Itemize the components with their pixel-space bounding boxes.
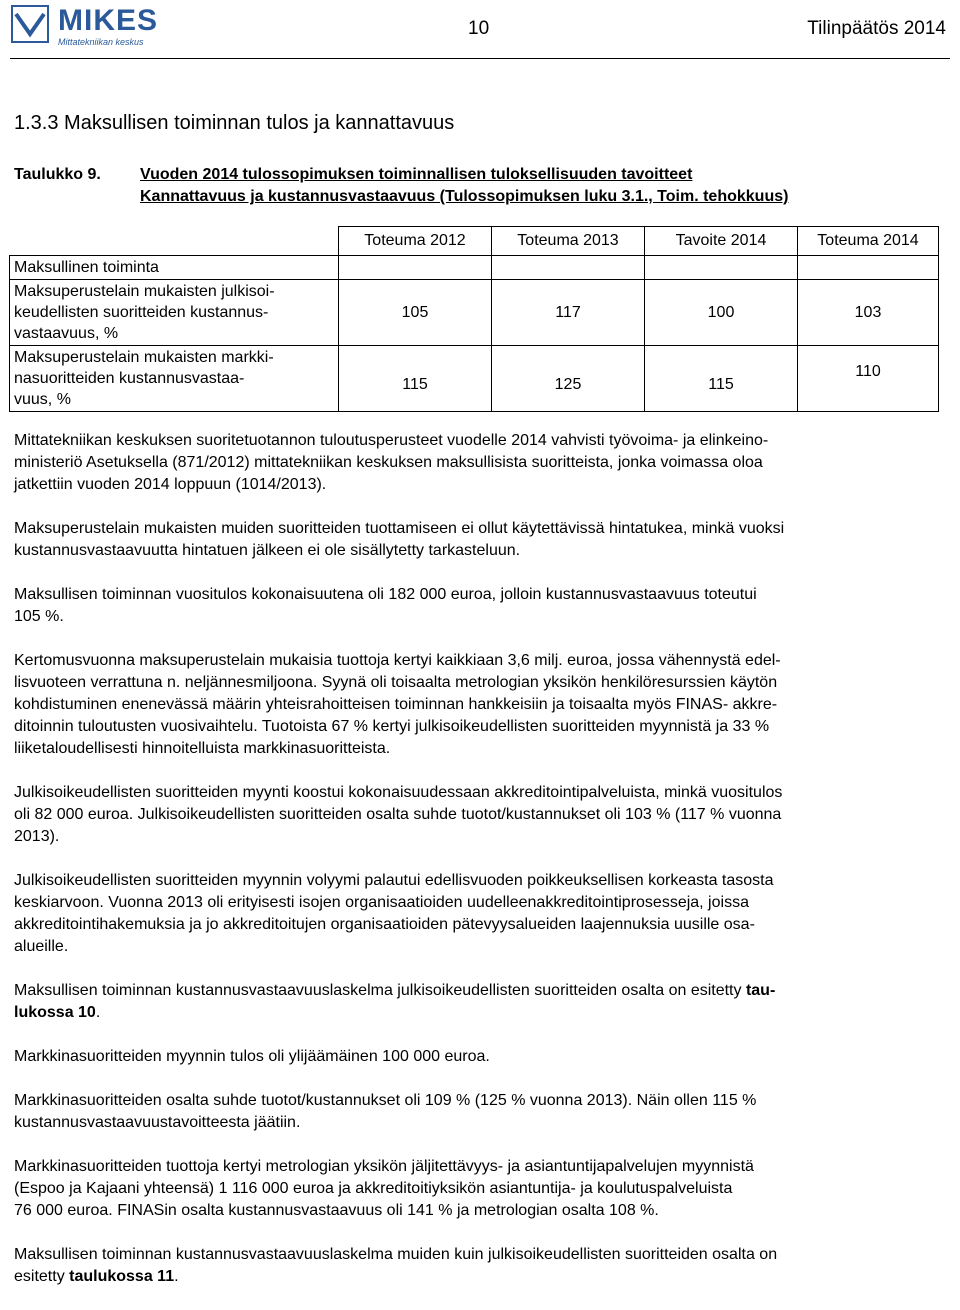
caption-label: Taulukko 9. — [14, 166, 101, 183]
row-label-line: keudellisten suoritteiden kustannus- — [14, 304, 269, 321]
text-line: Markkinasuoritteiden tuottoja kertyi metrologian yksikön jäljitettävyys- ja asiantuntijapalvelujen myynnistä — [14, 1158, 754, 1175]
body-text — [14, 430, 950, 1310]
paragraph — [14, 430, 950, 496]
row-label — [10, 280, 339, 346]
table-reference: tau- — [745, 982, 776, 999]
text-line: Mittatekniikan keskuksen suoritetuotannon tuloutusperusteet vuodelle 2014 vahvisti työvoima- ja elinkeino- — [14, 432, 769, 449]
paragraph — [14, 518, 950, 562]
text-line: Maksuperustelain mukaisten muiden suoritteiden tuottamiseen ei ollut käytettävissä hintatukea, minkä vuoksi — [14, 520, 785, 537]
table-cell: 125 — [492, 346, 645, 412]
text-line: kustannusvastaavuustavoitteesta jäätiin. — [14, 1114, 301, 1131]
caption-line-1: Vuoden 2014 tulossopimuksen toiminnallisen tuloksellisuuden tavoitteet — [140, 166, 693, 183]
logo-subtitle: Mittatekniikan keskus — [58, 37, 144, 47]
text-line: ditoinnin tuloutusten vuosivaihtelu. Tuotoista 67 % kertyi julkisoikeudellisten suoritteiden myynnistä ja 33 % — [14, 718, 770, 735]
results-table — [9, 226, 939, 412]
paragraph — [14, 870, 950, 958]
section-heading: 1.3.3 Maksullisen toiminnan tulos ja kannattavuus — [14, 112, 455, 134]
table-cell — [339, 256, 492, 280]
text-line: Julkisoikeudellisten suoritteiden myynnin volyymi palautui edellisvuoden poikkeuksellisen korkeasta tasosta — [14, 872, 774, 889]
table-cell: 100 — [645, 280, 798, 346]
table-reference: lukossa 10 — [14, 1004, 96, 1021]
text-line: 2013). — [14, 828, 60, 845]
table-cell: 103 — [798, 280, 939, 346]
table-row — [10, 346, 939, 412]
table-row — [10, 280, 939, 346]
text-line: lisvuoteen verrattuna n. neljännesmiljoona. Syynä oli toisaalta metrologian yksikön henkilöresurssien käytön — [14, 674, 778, 691]
text-line: Maksullisen toiminnan kustannusvastaavuuslaskelma muiden kuin julkisoikeudellisten suoritteiden osalta on — [14, 1246, 778, 1263]
logo-name: MIKES — [58, 4, 159, 37]
table-cell — [645, 256, 798, 280]
table-cell: 117 — [492, 280, 645, 346]
table-group-row — [10, 256, 939, 280]
table-cell: 105 — [339, 280, 492, 346]
paragraph — [14, 1244, 950, 1288]
row-label-line: vastaavuus, % — [14, 325, 119, 342]
column-header: Tavoite 2014 — [645, 227, 798, 256]
column-header: Toteuma 2012 — [339, 227, 492, 256]
header-title: Tilinpäätös 2014 — [807, 18, 946, 39]
text-line: . — [174, 1268, 179, 1285]
text-line: Julkisoikeudellisten suoritteiden myynti koostui kokonaisuudessaan akkreditointipalveluista, minkä vuositulos — [14, 784, 783, 801]
table-header-row — [10, 227, 939, 256]
header-divider — [10, 58, 950, 59]
table-cell — [492, 256, 645, 280]
text-line: kohdistuminen enenevässä määrin yhteisrahoitteisen toiminnan hankkeisiin ja toisaalta myös FINAS- akkre- — [14, 696, 778, 713]
table-cell: 115 — [645, 346, 798, 412]
row-label-line: Maksuperustelain mukaisten markki- — [14, 349, 274, 366]
text-line: akkreditointihakemuksia ja jo akkreditoitujen organisaatioiden pätevyysalueiden laajennuksia uusille osa- — [14, 916, 755, 933]
table-corner-cell — [10, 227, 339, 256]
page-number: 10 — [468, 18, 490, 39]
table-cell: 115 — [339, 346, 492, 412]
paragraph — [14, 980, 950, 1024]
paragraph — [14, 584, 950, 628]
mikes-logo — [10, 4, 170, 46]
text-line: (Espoo ja Kajaani yhteensä) 1 116 000 euroa ja akkreditoitiyksikön asiantuntija- ja koulutuspalveluista — [14, 1180, 733, 1197]
text-line: keskiarvoon. Vuonna 2013 oli erityisesti isojen organisaatioiden uudelleenakkreditointiprosesseja, joissa — [14, 894, 749, 911]
page-header — [0, 0, 960, 60]
table-reference: taulukossa 11 — [69, 1268, 175, 1285]
text-line: jatkettiin vuoden 2014 loppuun (1014/2013). — [14, 476, 327, 493]
text-line: Maksullisen toiminnan kustannusvastaavuuslaskelma julkisoikeudellisten suoritteiden osalta on esitetty — [14, 982, 742, 999]
paragraph — [14, 1156, 950, 1222]
row-label-line: Maksuperustelain mukaisten julkisoi- — [14, 283, 275, 300]
group-label: Maksullinen toiminta — [10, 256, 339, 280]
paragraph — [14, 1090, 950, 1134]
logo-mark-icon — [10, 4, 50, 44]
paragraph — [14, 782, 950, 848]
row-label-line: nasuoritteiden kustannusvastaa- — [14, 370, 245, 387]
column-header: Toteuma 2014 — [798, 227, 939, 256]
text-line: ministeriö Asetuksella (871/2012) mittatekniikan keskuksen maksullisista suoritteista, jonka voimassa oloa — [14, 454, 763, 471]
text-line: oli 82 000 euroa. Julkisoikeudellisten suoritteiden osalta suhde tuotot/kustannukset oli 103 % (117 % vuonna — [14, 806, 782, 823]
column-header: Toteuma 2013 — [492, 227, 645, 256]
text-line: Kertomusvuonna maksuperustelain mukaisia tuottoja kertyi kaikkiaan 3,6 milj. euroa, jossa vähennystä edel- — [14, 652, 781, 669]
text-line: . — [95, 1004, 101, 1021]
text-line: 105 %. — [14, 608, 64, 625]
row-label — [10, 346, 339, 412]
paragraph — [14, 1046, 950, 1068]
text-line: 76 000 euroa. FINASin osalta kustannusvastaavuus oli 141 % ja metrologian osalta 108 %. — [14, 1202, 659, 1219]
caption-line-2: Kannattavuus ja kustannusvastaavuus (Tulossopimuksen luku 3.1., Toim. tehokkuus) — [140, 188, 789, 205]
table-cell — [798, 256, 939, 280]
text-line: esitetty — [14, 1268, 65, 1285]
text-line: Maksullisen toiminnan vuositulos kokonaisuutena oli 182 000 euroa, jolloin kustannusvastaavuus toteutui — [14, 586, 757, 603]
caption-text — [140, 164, 940, 208]
text-line: Markkinasuoritteiden osalta suhde tuotot/kustannukset oli 109 % (125 % vuonna 2013). Näin ollen 115 % — [14, 1092, 757, 1109]
paragraph — [14, 650, 950, 760]
table-cell: 110 — [798, 346, 939, 412]
text-line: liiketaloudellisesti hinnoitelluista markkinasuoritteista. — [14, 740, 391, 757]
row-label-line: vuus, % — [14, 391, 71, 408]
text-line: kustannusvastaavuutta hintatuen jälkeen ei ole sisällytetty tarkasteluun. — [14, 542, 521, 559]
text-line: Markkinasuoritteiden myynnin tulos oli ylijäämäinen 100 000 euroa. — [14, 1048, 490, 1065]
text-line: alueille. — [14, 938, 69, 955]
